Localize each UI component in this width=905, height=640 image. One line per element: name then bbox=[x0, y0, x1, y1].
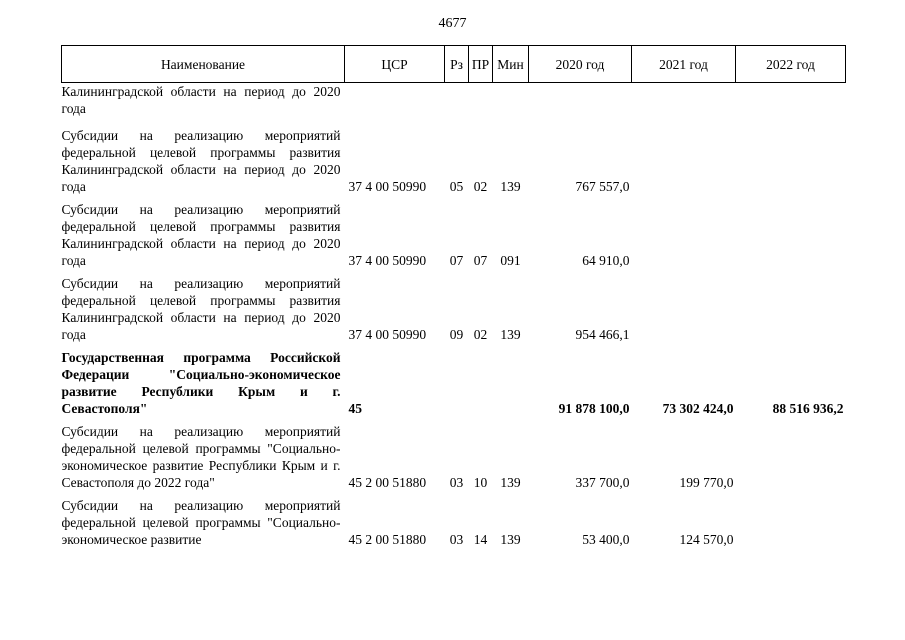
row-rz: 09 bbox=[449, 327, 464, 342]
row-pr: 10 bbox=[473, 475, 488, 490]
row-min: 139 bbox=[500, 179, 521, 194]
row-2020: 767 557,0 bbox=[575, 179, 630, 194]
row-2020: 91 878 100,0 bbox=[558, 401, 630, 416]
row-2020: 954 466,1 bbox=[575, 327, 630, 342]
table-row bbox=[62, 497, 846, 554]
row-pr: 07 bbox=[473, 253, 488, 268]
table-row bbox=[62, 83, 846, 128]
row-2021 bbox=[632, 275, 736, 349]
row-2021 bbox=[632, 83, 736, 128]
table-row-program bbox=[62, 349, 846, 423]
table-row bbox=[62, 201, 846, 275]
row-rz: 07 bbox=[449, 253, 464, 268]
row-2020: 64 910,0 bbox=[582, 253, 630, 268]
row-rz: 05 bbox=[449, 179, 464, 194]
header-2020: 2020 год bbox=[529, 46, 632, 83]
header-csr: ЦСР bbox=[345, 46, 445, 83]
table-row bbox=[62, 423, 846, 497]
row-pr: 02 bbox=[473, 327, 488, 342]
row-name: Государственная программа Российской Федерации "Социально-экономическое развитие Республики Крым и г. Севастополя" bbox=[61, 350, 341, 416]
row-2020 bbox=[529, 83, 632, 128]
row-min: 091 bbox=[500, 253, 521, 268]
row-min bbox=[493, 349, 529, 423]
row-2021 bbox=[632, 201, 736, 275]
header-2021: 2021 год bbox=[632, 46, 736, 83]
row-name: Калининградской области на период до 2020 года bbox=[61, 84, 341, 116]
row-rz bbox=[445, 349, 469, 423]
header-pr: ПР bbox=[469, 46, 493, 83]
row-pr bbox=[469, 83, 493, 128]
page-number: 4677 bbox=[438, 16, 467, 31]
row-2022 bbox=[736, 83, 846, 128]
table-row bbox=[62, 127, 846, 201]
row-2020: 337 700,0 bbox=[575, 475, 630, 490]
header-2022: 2022 год bbox=[736, 46, 846, 83]
row-name: Субсидии на реализацию мероприятий федеральной целевой программы развития Калининградской области на период до 2020 года bbox=[61, 202, 341, 268]
row-2022 bbox=[736, 497, 846, 554]
table-row bbox=[62, 275, 846, 349]
row-csr: 45 2 00 51880 bbox=[348, 475, 427, 490]
row-min: 139 bbox=[500, 532, 521, 547]
row-csr: 37 4 00 50990 bbox=[348, 327, 427, 342]
row-csr bbox=[345, 83, 445, 128]
row-2021: 124 570,0 bbox=[679, 532, 734, 547]
header-min: Мин bbox=[493, 46, 529, 83]
row-name: Субсидии на реализацию мероприятий федеральной целевой программы "Социально-экономическое развитие Республики Крым и г. Севастополя до 2022 года" bbox=[61, 424, 341, 490]
header-row bbox=[62, 46, 846, 83]
row-2022 bbox=[736, 275, 846, 349]
row-name: Субсидии на реализацию мероприятий федеральной целевой программы развития Калининградской области на период до 2020 года bbox=[61, 128, 341, 194]
row-min bbox=[493, 83, 529, 128]
row-pr: 14 bbox=[473, 532, 488, 547]
budget-table bbox=[61, 45, 846, 554]
row-min: 139 bbox=[500, 327, 521, 342]
row-csr: 45 bbox=[348, 401, 362, 416]
row-name: Субсидии на реализацию мероприятий федеральной целевой программы "Социально-экономическое развитие bbox=[61, 498, 341, 547]
header-name: Наименование bbox=[62, 46, 345, 83]
row-name: Субсидии на реализацию мероприятий федеральной целевой программы развития Калининградской области на период до 2020 года bbox=[61, 276, 341, 342]
row-2021: 199 770,0 bbox=[679, 475, 734, 490]
row-2021 bbox=[632, 127, 736, 201]
row-2022 bbox=[736, 201, 846, 275]
row-csr: 37 4 00 50990 bbox=[348, 179, 427, 194]
row-rz bbox=[445, 83, 469, 128]
row-pr bbox=[469, 349, 493, 423]
row-csr: 45 2 00 51880 bbox=[348, 532, 427, 547]
row-2022: 88 516 936,2 bbox=[772, 401, 844, 416]
row-2021: 73 302 424,0 bbox=[662, 401, 734, 416]
row-rz: 03 bbox=[449, 475, 464, 490]
row-csr: 37 4 00 50990 bbox=[348, 253, 427, 268]
row-2022 bbox=[736, 423, 846, 497]
row-rz: 03 bbox=[449, 532, 464, 547]
row-pr: 02 bbox=[473, 179, 488, 194]
row-2022 bbox=[736, 127, 846, 201]
row-min: 139 bbox=[500, 475, 521, 490]
header-rz: Рз bbox=[445, 46, 469, 83]
row-2020: 53 400,0 bbox=[582, 532, 630, 547]
